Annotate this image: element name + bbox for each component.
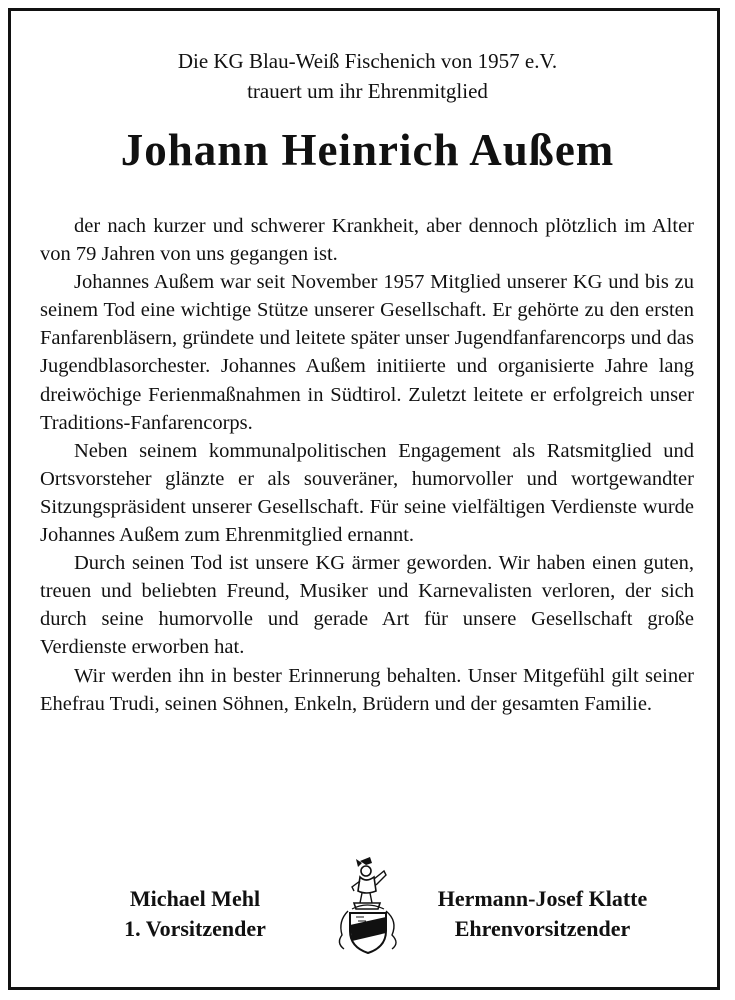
header-line-1: Die KG Blau-Weiß Fischenich von 1957 e.V.	[177, 49, 558, 73]
signature-right-title: Ehrenvorsitzender	[454, 916, 631, 941]
paragraph-3: Neben seinem kommunalpolitischen Engagement als Ratsmitglied und Ortsvorsteher glänzte er als souveräner, humorvoller und wortgewandter Sitzungspräsident unserer Gesellschaft. Für seine vielfältigen Verdienste wurde Johannes Außem zum Ehrenmitglied ernannt.	[40, 439, 694, 547]
paragraph-1: der nach kurzer und schwerer Krankheit, aber dennoch plötzlich im Alter von 79 Jahren von uns gegangen ist.	[40, 215, 694, 266]
paragraph-2: Johannes Außem war seit November 1957 Mitglied unserer KG und bis zu seinem Tod eine wichtige Stütze unserer Gesellschaft. Er gehörte zu den ersten Fanfarenbläsern, gründete und leitete später unser Jugendfanfarencorps und das Jugendblasorchester. Johannes Außem initiierte und organisierte Jahre lang dreiwöchige Ferienmaßnahmen in Südtirol. Zuletzt leitete er erfolgreich unser Traditions-Fanfarencorps.	[40, 271, 694, 434]
paragraph-4: Durch seinen Tod ist unsere KG ärmer geworden. Wir haben einen guten, treuen und beliebten Freund, Musiker und Karnevalisten verloren, der sich durch seine humorvolle und gerade Art für unsere Gesellschaft große Verdienste erworben hat.	[40, 552, 694, 659]
signature-left	[90, 884, 300, 944]
signature-right	[405, 884, 680, 944]
obituary-body	[40, 212, 694, 718]
signature-left-title: 1. Vorsitzender	[124, 916, 266, 941]
header-line-2: trauert um ihr Ehrenmitglied	[247, 79, 488, 103]
deceased-name: Johann Heinrich Außem	[120, 125, 615, 175]
coat-of-arms-icon	[330, 855, 405, 955]
signature-left-name: Michael Mehl	[129, 886, 261, 911]
paragraph-5: Wir werden ihn in bester Erinnerung behalten. Unser Mitgefühl gilt seiner Ehefrau Trudi, seinen Söhnen, Enkeln, Brüdern und der gesamten Familie.	[40, 664, 694, 715]
signature-right-name: Hermann-Josef Klatte	[437, 886, 648, 911]
